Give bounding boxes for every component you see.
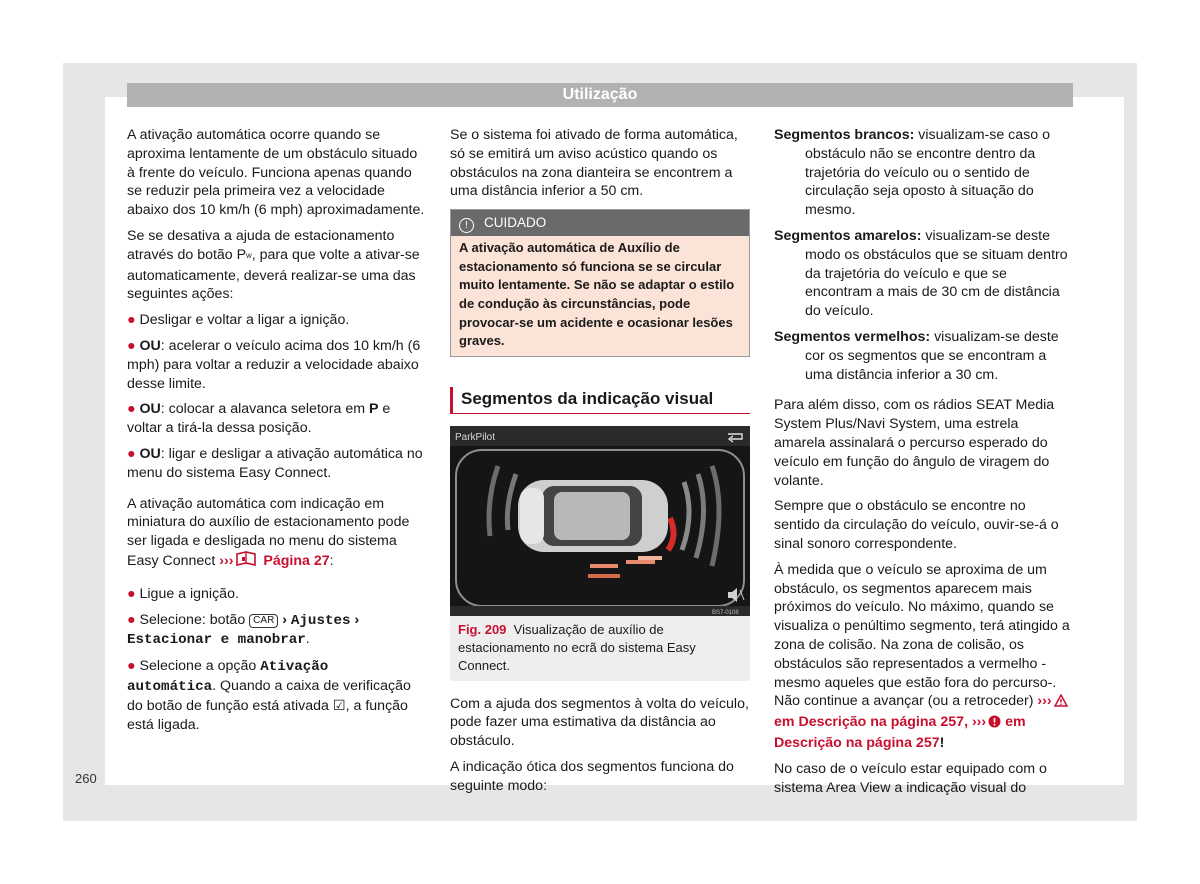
definition-yellow-segments: Segmentos amarelos: visualizam-se deste modo os obstáculos que se situam dentro da trajetória do veículo e que se encontram a mais de 30 cm de distância do veículo. [774,227,1068,320]
section-header: Utilização [127,83,1073,107]
column-right [774,126,1072,804]
warning-circle-icon: ! [459,218,474,233]
page-number: 260 [75,771,97,786]
warning-triangle-icon [1054,694,1068,713]
paragraph: A ativação automática ocorre quando se aproxima lentamente de um obstáculo situado à frente do veículo. Funciona apenas quando se reduzir pela primeira vez a velocidade abaixo dos 10 km/h (6 mph) aproximadamente. [127,127,425,219]
paragraph: Com a ajuda dos segmentos à volta do veículo, pode fazer uma estimativa da distância ao obstáculo. [450,695,749,750]
figure [450,426,750,681]
paragraph: Para além disso, com os rádios SEAT Media System Plus/Navi System, uma estrela amarela assinalará o percurso esperado do veículo em função do ângulo de viragem do volante. [774,397,1055,489]
bullet-icon: ● [127,445,140,462]
paragraph: A ativação automática com indicação em miniatura do auxílio de estacionamento pode ser ligada e desligada no menu do sistema Easy Connect ››› Página 27: [127,495,425,573]
figure-code: BS7-0108 [712,609,739,616]
definition-red-segments: Segmentos vermelhos: visualizam-se deste cor os segmentos que se encontram a uma distância inferior a 30 cm. [774,328,1059,383]
page-link[interactable]: Página 27 [259,552,330,569]
park-assist-waves-icon: ᵂ [246,251,252,262]
definition-white-segments: Segmentos brancos: visualizam-se caso o obstáculo não se encontre dentro da trajetória do veículo ou o sentido de circulação seja oposto à situação do mesmo. [774,127,1050,219]
exclamation-circle-icon [988,715,1001,734]
page-link[interactable]: em Descrição na página 257 [774,714,1026,751]
list-item: ● OU: ligar e desligar a ativação automática no menu do sistema Easy Connect. [127,445,423,481]
car-key-icon: CAR [249,614,278,628]
car-icon [518,480,668,552]
figure-caption: Fig. 209 Visualização de auxílio de estacionamento no ecrã do sistema Easy Connect. [458,621,696,673]
column-middle [450,126,750,803]
paragraph: Sempre que o obstáculo se encontre no sentido da circulação do veículo, ouvir-se-á o sinal sonoro correspondente. [774,498,1059,552]
reference-arrows: ››› [971,714,987,731]
list-item: ● OU: colocar a alavanca seletora em P e voltar a tirá-la dessa posição. [127,401,391,437]
bullet-icon: ● [127,401,140,418]
reference-arrows: ››› [219,552,234,569]
caution-box [450,209,750,357]
parkpilot-screen [450,426,750,616]
caution-text: A ativação automática de Auxílio de estacionamento só funciona se se circular muito lentamente. Se não se adaptar o estilo de condução às circunstâncias, pode provocar-se um acidente e ocasionar lesões graves. [451,236,749,356]
screen-title: ParkPilot [455,431,496,443]
caution-header: ! CUIDADO [451,210,749,236]
paragraph: A indicação ótica dos segmentos funciona do seguinte modo: [450,758,734,794]
list-item: ● Desligar e voltar a ligar a ignição. [127,312,350,329]
bullet-icon: ● [127,585,140,602]
bullet-icon: ● [127,658,140,675]
bullet-icon: ● [127,312,140,329]
bullet-icon: ● [127,337,140,354]
paragraph: À medida que o veículo se aproxima de um obstáculo, os segmentos aparecem mais próximos do veículo. No máximo, quando se visualiza o penúltimo segmento, terá atingido a zona de colisão. Na zona de colisão, os obstáculos são representados a vermelho - mesmo aqueles que estão fora do percurso-. Não continue a avançar (ou a retroceder) ››› em Descrição na página 257, ››› em Descrição na página 257! [774,561,1070,751]
list-item: ● Selecione: botão CAR › Ajustes › Estacionar e manobrar. [127,611,360,649]
column-left [127,126,425,741]
parkpilot-display [450,426,750,616]
park-assist-button-icon: P [236,246,247,263]
paragraph: No caso de o veículo estar equipado com o sistema Area View a indicação visual do [774,760,1047,796]
section-title: Segmentos da indicação visual [450,387,750,414]
paragraph: Se se desativa a ajuda de estacionamento através do botão Pᵂ, para que volte a ativar-se automaticamente, deverá realizar-se uma das seguintes ações: [127,227,420,303]
page-link[interactable]: em Descrição na página 257 [774,714,965,731]
list-item: ● OU: acelerar o veículo acima dos 10 km/h (6 mph) para voltar a reduzir a velocidade abaixo desse limite. [127,337,421,392]
book-reference-icon [235,551,257,573]
list-item: ● Selecione a opção Ativação automática. Quando a caixa de verificação do botão de função está ativada ☑, a função está ligada. [127,658,411,733]
list-item: ● Ligue a ignição. [127,585,239,602]
bullet-icon: ● [127,611,140,628]
checkbox-checked-icon: ☑ [332,697,346,714]
reference-arrows: ››› [1037,693,1052,710]
paragraph: Se o sistema foi ativado de forma automática, só se emitirá um aviso acústico quando os obstáculos na zona dianteira se encontrem a uma distância inferior a 50 cm. [450,127,738,200]
